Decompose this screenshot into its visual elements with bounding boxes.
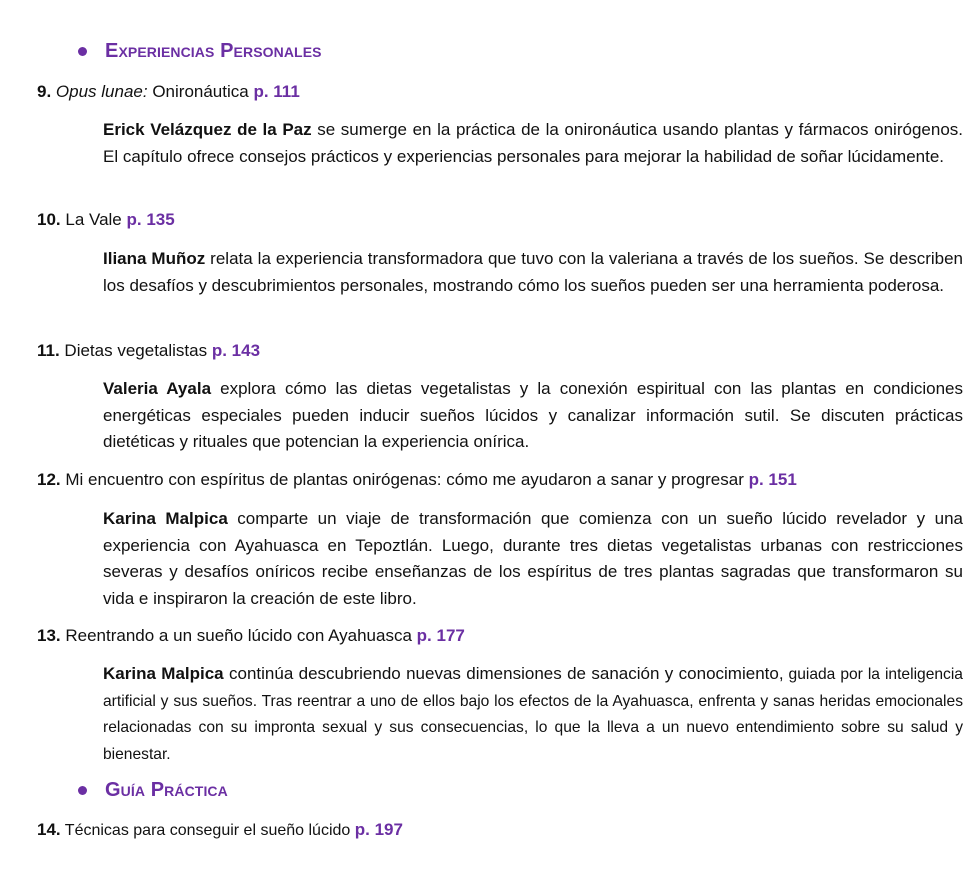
- page-reference: p. 135: [126, 210, 175, 229]
- entry-title-text: Mi encuentro con espíritus de plantas onirógenas: cómo me ayudaron a sanar y progresar: [60, 470, 749, 489]
- description-text: se sumerge en la práctica de la onironáutica usando plantas y fármacos onirógenos. El capítulo ofrece consejos prácticos y experiencias personales para mejorar la habilidad de soñar lúcidamente.: [103, 120, 963, 166]
- page-reference: p. 151: [748, 470, 797, 489]
- entry-number: 13.: [37, 626, 61, 645]
- description-text: guiada por la inteligencia artificial y sus sueños. Tras reentrar a uno de ellos bajo los efectos de la Ayahuasca, enfrenta y sanas heridas emocionales relacionadas con su impronta sexual y sus consecuencias, lo que la lleva a un nuevo entendimiento sobre su salud y bienestar.: [103, 666, 963, 763]
- entry-title-10: [37, 208, 175, 232]
- section-heading-experiencias: [78, 40, 322, 63]
- entry-title-text: Dietas vegetalistas: [59, 341, 212, 360]
- page-reference: p. 197: [354, 820, 403, 839]
- entry-description-10: [103, 246, 963, 299]
- description-text: explora cómo las dietas vegetalistas y la conexión espiritual con las plantas en condiciones energéticas especiales pueden inducir sueños lúcidos y canalizar información sutil. Se discuten prácticas dietéticas y rituales que potencian la experiencia onírica.: [103, 379, 963, 451]
- description-text: relata la experiencia transformadora que tuvo con la valeriana a través de los sueños. Se describen los desafíos y descubrimientos personales, mostrando cómo los sueños pueden ser una herramienta poderosa.: [103, 249, 963, 295]
- entry-description-11: [103, 376, 963, 456]
- description-lead-text: continúa descubriendo nuevas dimensiones de sanación y conocimiento,: [223, 664, 784, 683]
- section-heading-guia: [78, 779, 228, 802]
- section-title: Guía Práctica: [105, 779, 228, 801]
- entry-number: 11.: [37, 341, 60, 360]
- entry-title-11: [37, 339, 260, 363]
- entry-title-text: Reentrando a un sueño lúcido con Ayahuasca: [60, 626, 417, 645]
- entry-title-9: [37, 80, 300, 104]
- entry-number: 14.: [37, 820, 61, 839]
- author-name: Karina Malpica: [103, 509, 228, 528]
- author-name: Valeria Ayala: [103, 379, 212, 398]
- page-reference: p. 143: [211, 341, 261, 360]
- author-name: Iliana Muñoz: [103, 249, 206, 268]
- entry-title-12: [37, 468, 797, 492]
- entry-title-text: La Vale: [60, 210, 127, 229]
- author-name: Karina Malpica: [103, 664, 224, 683]
- entry-number: 9.: [37, 82, 52, 101]
- entry-title-italic: Opus lunae:: [55, 82, 148, 101]
- page-reference: p. 111: [253, 82, 300, 101]
- entry-number: 12.: [37, 470, 61, 489]
- entry-description-13: [103, 661, 963, 768]
- author-name: Erick Velázquez de la Paz: [103, 120, 312, 139]
- page-reference: p. 177: [416, 626, 465, 645]
- entry-title-text: Onironáutica: [147, 82, 254, 101]
- entry-number: 10.: [37, 210, 61, 229]
- section-title: Experiencias Personales: [105, 40, 322, 62]
- entry-title-text: Técnicas para conseguir el sueño lúcido: [60, 822, 355, 839]
- entry-title-13: [37, 624, 465, 648]
- entry-description-9: [103, 117, 963, 170]
- bullet-icon: [78, 786, 87, 795]
- bullet-icon: [78, 47, 87, 56]
- entry-description-12: [103, 506, 963, 612]
- entry-title-14: [37, 818, 403, 843]
- description-text: comparte un viaje de transformación que comienza con un sueño lúcido revelador y una experiencia con Ayahuasca en Tepoztlán. Luego, durante tres dietas vegetalistas urbanas con restricciones severas y desafíos oníricos recibe enseñanzas de los espíritus de tres plantas sagradas que transformaron su vida e inspiraron la creación de este libro.: [103, 509, 963, 608]
